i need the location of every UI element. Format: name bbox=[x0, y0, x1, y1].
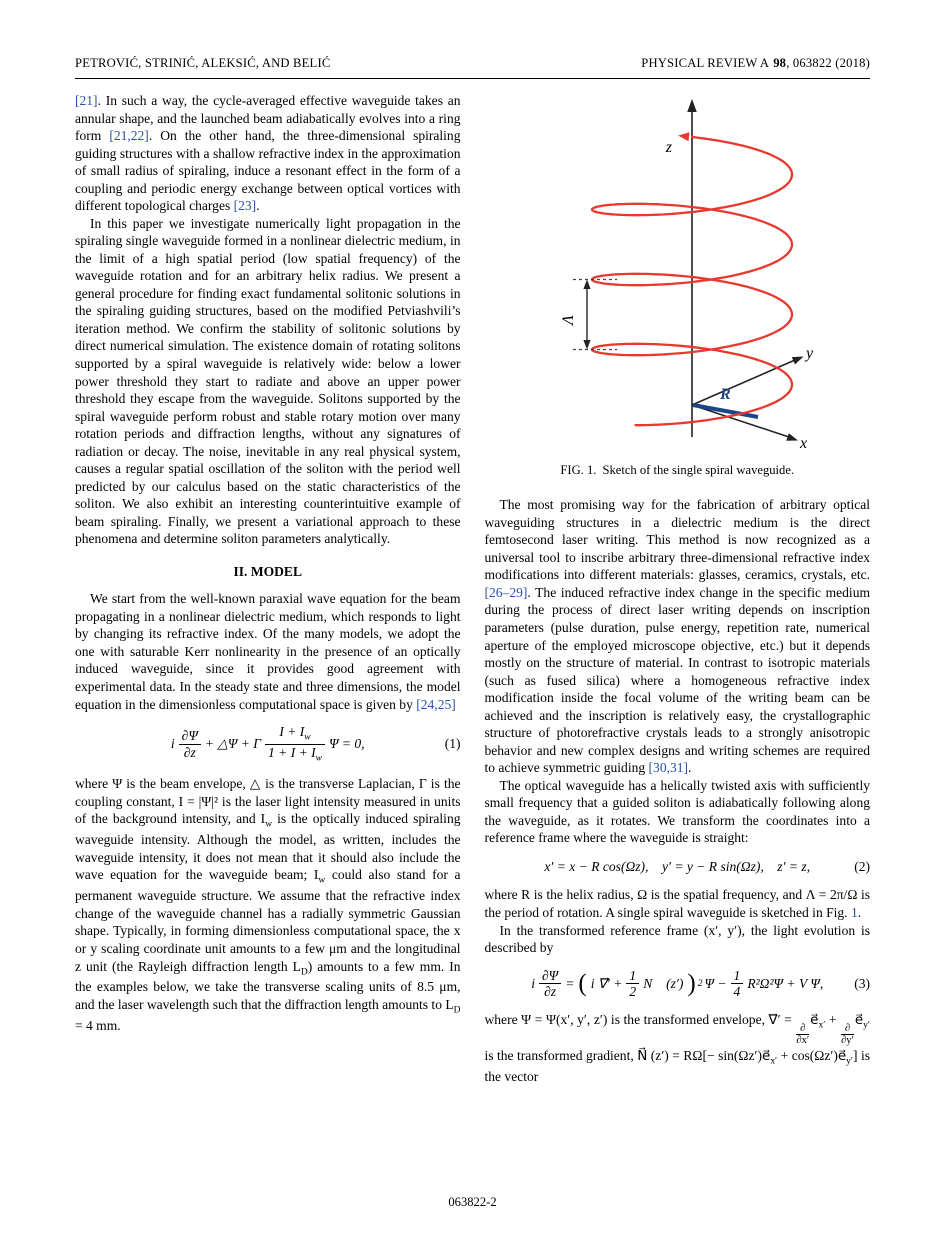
paragraph-paper-overview: In this paper we investigate numerically light propagation in the spiraling single waveguide formed in a nonlinear dielectric medium, in the limit of a high spatial period (low spatial frequency) of the waveguide rotation and for an arbitrary helix radius. We present a general procedure for finding exact fundamental solitonic solutions in the spiraling guiding structures, based on the modified Petviashvili’s iteration method. We confirm the stability of solitonic solutions by direct numerical simulation. The existence domain of rotating solitons supported by a spiral waveguide is relatively wide: below a lower power threshold they start to radiate and above an upper power threshold they escape from the waveguide. Solitons supported by the spiral waveguide perform robust and stable rotary motion over many rotation periods and diffraction lengths, without any signatures of radiation or decay. The noise, inevitable in any real physical system, causes a regular spatial oscillation of the soliton with the period well predicted by our calculus based on the static characteristics of the soliton. We also exhibit an interesting counterintuitive example of beam spiraling. Finally, we present a variational approach to these phenomena and determine soliton parameters analytically. bbox=[75, 215, 461, 547]
equation-2-body bbox=[542, 858, 812, 876]
math-term: e⃗ bbox=[854, 1011, 864, 1027]
math-subscript: w bbox=[315, 753, 322, 764]
page-footer bbox=[0, 1195, 945, 1210]
math-term: Ψ − bbox=[704, 975, 727, 991]
math-term: + △Ψ + Γ bbox=[204, 736, 261, 752]
equation-2 bbox=[485, 858, 871, 876]
paragraph-intro-continuation bbox=[75, 92, 461, 215]
math-subscript: w bbox=[265, 820, 273, 831]
math-term: i bbox=[170, 736, 175, 752]
helix-direction-arrowhead bbox=[678, 132, 689, 141]
math-numerator: ∂ bbox=[796, 1023, 809, 1036]
text-segment: We start from the well-known paraxial wave equation for the beam propagating in a nonlinear dielectric medium, which responds to light by changing its refractive index. Of the many models, we adopt the one with saturable Kerr nonlinearity in the presence of an optically induced waveguide, since it provides good agreement with experimental data. In the steady state and three dimensions, the model equation in the dimensionless computational space is given by bbox=[75, 591, 461, 712]
period-lambda-label: Λ bbox=[560, 315, 578, 325]
math-subscript: D bbox=[453, 1005, 461, 1016]
math-denominator bbox=[265, 745, 325, 765]
figure-1-link[interactable]: 1 bbox=[850, 904, 858, 920]
equation-number: (3) bbox=[854, 975, 870, 991]
equation-number: (1) bbox=[444, 736, 461, 752]
math-subscript: w bbox=[304, 732, 311, 743]
paragraph-eq2-discussion bbox=[485, 886, 871, 921]
running-authors: PETROVIĆ, STRINIĆ, ALEKSIĆ, AND BELIĆ bbox=[75, 56, 331, 70]
math-term: x′ = x − R cos(Ωz), y′ = y − R sin(Ωz), z′ = z, bbox=[544, 858, 811, 874]
page-header bbox=[75, 56, 870, 71]
math-fraction-inline bbox=[796, 1023, 809, 1048]
math-term: = bbox=[565, 975, 575, 991]
journal-reference bbox=[641, 56, 870, 71]
figure-1-caption bbox=[485, 462, 871, 478]
citation-link-21-22[interactable]: [21,22] bbox=[109, 128, 149, 144]
math-denominator: 2 bbox=[629, 984, 637, 1000]
left-parenthesis: ( bbox=[578, 970, 587, 998]
two-column-layout bbox=[75, 92, 870, 1086]
text-segment: where Ψ = Ψ(x′, y′, z′) is the transformed envelope, ∇⃗′ = bbox=[484, 1011, 796, 1027]
z-axis-arrowhead bbox=[687, 99, 697, 112]
paragraph-coordinate-transform: The optical waveguide has a helically twisted axis with sufficiently small frequency that a guided soliton is adiabatically following along the waveguide, as it rotates. We transform the coordinates into a reference frame where the waveguide is straight: bbox=[484, 777, 870, 846]
citation-link-24-25[interactable]: [24,25] bbox=[416, 696, 456, 712]
math-subscript: x′ bbox=[770, 1056, 778, 1067]
math-numerator: ∂Ψ bbox=[179, 728, 201, 745]
math-term: N⃗ (z′) bbox=[643, 975, 684, 991]
journal-name: PHYSICAL REVIEW A bbox=[641, 56, 770, 70]
text-segment: = 4 mm. bbox=[75, 1018, 121, 1033]
math-term: + bbox=[825, 1011, 841, 1027]
x-axis-arrowhead bbox=[787, 433, 799, 441]
text-segment: is the transformed gradient, N⃗ (z′) = RΩ[− sin(Ωz′)e⃗ bbox=[484, 1048, 771, 1064]
text-segment: + cos(Ωz′)e⃗ bbox=[777, 1048, 847, 1064]
math-fraction-inline bbox=[841, 1023, 854, 1048]
paragraph-eq1-discussion bbox=[75, 775, 461, 1034]
math-denominator: 4 bbox=[733, 984, 741, 1000]
z-axis-label: z bbox=[666, 139, 673, 156]
right-column bbox=[485, 92, 871, 1086]
math-fraction bbox=[179, 728, 201, 760]
text-segment: . In such a way, the cycle-averaged effective waveguide takes an annular shape, and the launched beam adiabatically evolves into a ring form bbox=[75, 93, 461, 144]
radius-label: R bbox=[720, 386, 731, 403]
citation-link-26-29[interactable]: [26–29] bbox=[484, 584, 528, 600]
math-fraction bbox=[731, 968, 744, 1000]
period-arrowhead-up bbox=[584, 280, 591, 290]
paragraph-eq3-discussion bbox=[485, 1011, 871, 1086]
math-subscript: y′ bbox=[863, 1020, 870, 1031]
right-parenthesis: ) bbox=[687, 970, 696, 998]
figure-caption-label: FIG. 1. bbox=[560, 463, 597, 477]
math-term: R²Ω²Ψ + V Ψ, bbox=[747, 975, 824, 991]
math-denominator: ∂z bbox=[544, 984, 557, 1000]
math-numerator bbox=[265, 724, 325, 745]
journal-issue: , 063822 (2018) bbox=[786, 56, 870, 70]
text-segment: where Ψ is the beam envelope, △ is the transverse Laplacian, Γ is the coupling constant, I = |Ψ|² is the laser light intensity measured in units of the background intensity, and I bbox=[75, 776, 461, 827]
y-axis-label: y bbox=[806, 345, 814, 362]
equation-3 bbox=[485, 968, 871, 1000]
header-rule bbox=[75, 78, 870, 79]
equation-1-body bbox=[169, 724, 367, 764]
math-denominator: ∂z bbox=[183, 744, 196, 760]
y-axis-line bbox=[692, 360, 795, 405]
math-term: i ∇⃗′ + bbox=[590, 975, 623, 991]
y-axis-arrowhead bbox=[792, 357, 804, 365]
math-subscript: D bbox=[300, 967, 308, 978]
math-denominator: ∂y′ bbox=[841, 1035, 854, 1047]
text-segment: . The induced refractive index change in the specific medium during the process of direct laser writing depends on inscription parameters (pulse duration, pulse energy, repetition rate, numerical aperture of the employed microscope objective, etc.) but it depends mostly on the structure of material. In contrast to isotropic materials (such as fused silica) where a homogeneous refractive index modification inside the focal volume of the writing beam can be achieved and the inscription is relatively easy, the crystallographic structure of photorefractive crystals leads to a strongly anisotropic behavior and new complex designs and writing schemes are required to achieve symmetric guiding bbox=[484, 584, 870, 776]
text-segment: The most promising way for the fabrication of arbitrary optical waveguiding structures in a dielectric medium is the direct femtosecond laser writing. This method is now recognized as a universal tool to inscribe arbitrary three-dimensional refractive index modifications into different materials: glasses, ceramics, crystals, etc. bbox=[484, 497, 870, 583]
text-segment: where R is the helix radius, Ω is the spatial frequency, and Λ = 2π/Ω is the period of rotation. A single spiral waveguide is sketched in Fig. bbox=[484, 887, 870, 920]
math-numerator: ∂Ψ bbox=[539, 968, 561, 985]
section-heading-model: II. MODEL bbox=[233, 563, 302, 579]
left-column bbox=[75, 92, 461, 1086]
paragraph-fabrication bbox=[485, 496, 871, 777]
math-superscript: 2 bbox=[697, 978, 703, 989]
math-term: Ψ = 0, bbox=[328, 736, 365, 752]
text-segment: . bbox=[857, 904, 862, 920]
math-denominator: ∂x′ bbox=[796, 1035, 810, 1047]
citation-link-23[interactable]: [23] bbox=[233, 198, 257, 214]
math-numerator: 1 bbox=[731, 968, 744, 985]
period-arrowhead-down bbox=[584, 340, 591, 350]
math-subscript: y′ bbox=[846, 1056, 853, 1067]
figure-caption-text: Sketch of the single spiral waveguide. bbox=[602, 463, 795, 477]
math-subscript: w bbox=[318, 876, 326, 887]
paragraph-model-intro bbox=[75, 590, 461, 713]
text-segment: . On the other hand, the three-dimensional spiraling guiding structures with a shallow refractive index in the approximation of small radius of spiraling, induce a resonant effect in the form of a coupling and periodic energy exchange between optical vortices with different topological charges bbox=[75, 128, 461, 214]
citation-link-30-31[interactable]: [30,31] bbox=[648, 760, 689, 776]
equation-number: (2) bbox=[854, 858, 870, 874]
math-numerator: ∂ bbox=[841, 1023, 854, 1036]
spiral-waveguide-sketch bbox=[487, 92, 867, 452]
figure-1 bbox=[485, 92, 871, 478]
x-axis-label: x bbox=[800, 435, 808, 452]
journal-volume: 98 bbox=[773, 56, 787, 70]
math-subscript: x′ bbox=[818, 1020, 826, 1031]
math-term: i bbox=[531, 975, 535, 991]
math-term: e⃗ bbox=[810, 1011, 819, 1027]
math-fraction bbox=[626, 968, 639, 1000]
math-term: 1 + I + I bbox=[268, 744, 316, 760]
math-fraction bbox=[539, 968, 561, 1000]
page-number: 063822-2 bbox=[448, 1195, 497, 1209]
math-fraction bbox=[265, 724, 325, 764]
math-numerator: 1 bbox=[626, 968, 639, 985]
math-term: I + I bbox=[279, 724, 305, 740]
text-segment: . bbox=[688, 760, 692, 776]
text-segment: could also stand for a permanent waveguide structure. We assume that the refractive index change of the waveguide channel has a radially symmetric Gaussian shape. Typically, in forming dimensionless computational space, the x or y scaling coordinate unit amounts to a few μm and the longitudinal z unit (the Rayleigh diffraction length L bbox=[75, 867, 461, 974]
citation-link-21[interactable]: [21] bbox=[75, 93, 98, 108]
paragraph-transformed-frame: In the transformed reference frame (x′, y′), the light evolution is described by bbox=[484, 922, 870, 956]
text-segment: . bbox=[256, 198, 260, 214]
equation-1 bbox=[75, 724, 461, 764]
equation-3-body bbox=[529, 968, 825, 1000]
text-segment: is the optically induced spiraling waveguide intensity. Although the model, as written, includes the waveguide intensity, it does not mean that it should also include the wave equation for the waveguide beam; I bbox=[75, 811, 461, 883]
text-segment: ] is the vector bbox=[484, 1048, 871, 1085]
text-segment: ) amounts to a few mm. In the examples below, we take the transverse scaling units of 8.5 μm, and the laser wavelength such that the diffraction length amounts to L bbox=[75, 958, 461, 1013]
